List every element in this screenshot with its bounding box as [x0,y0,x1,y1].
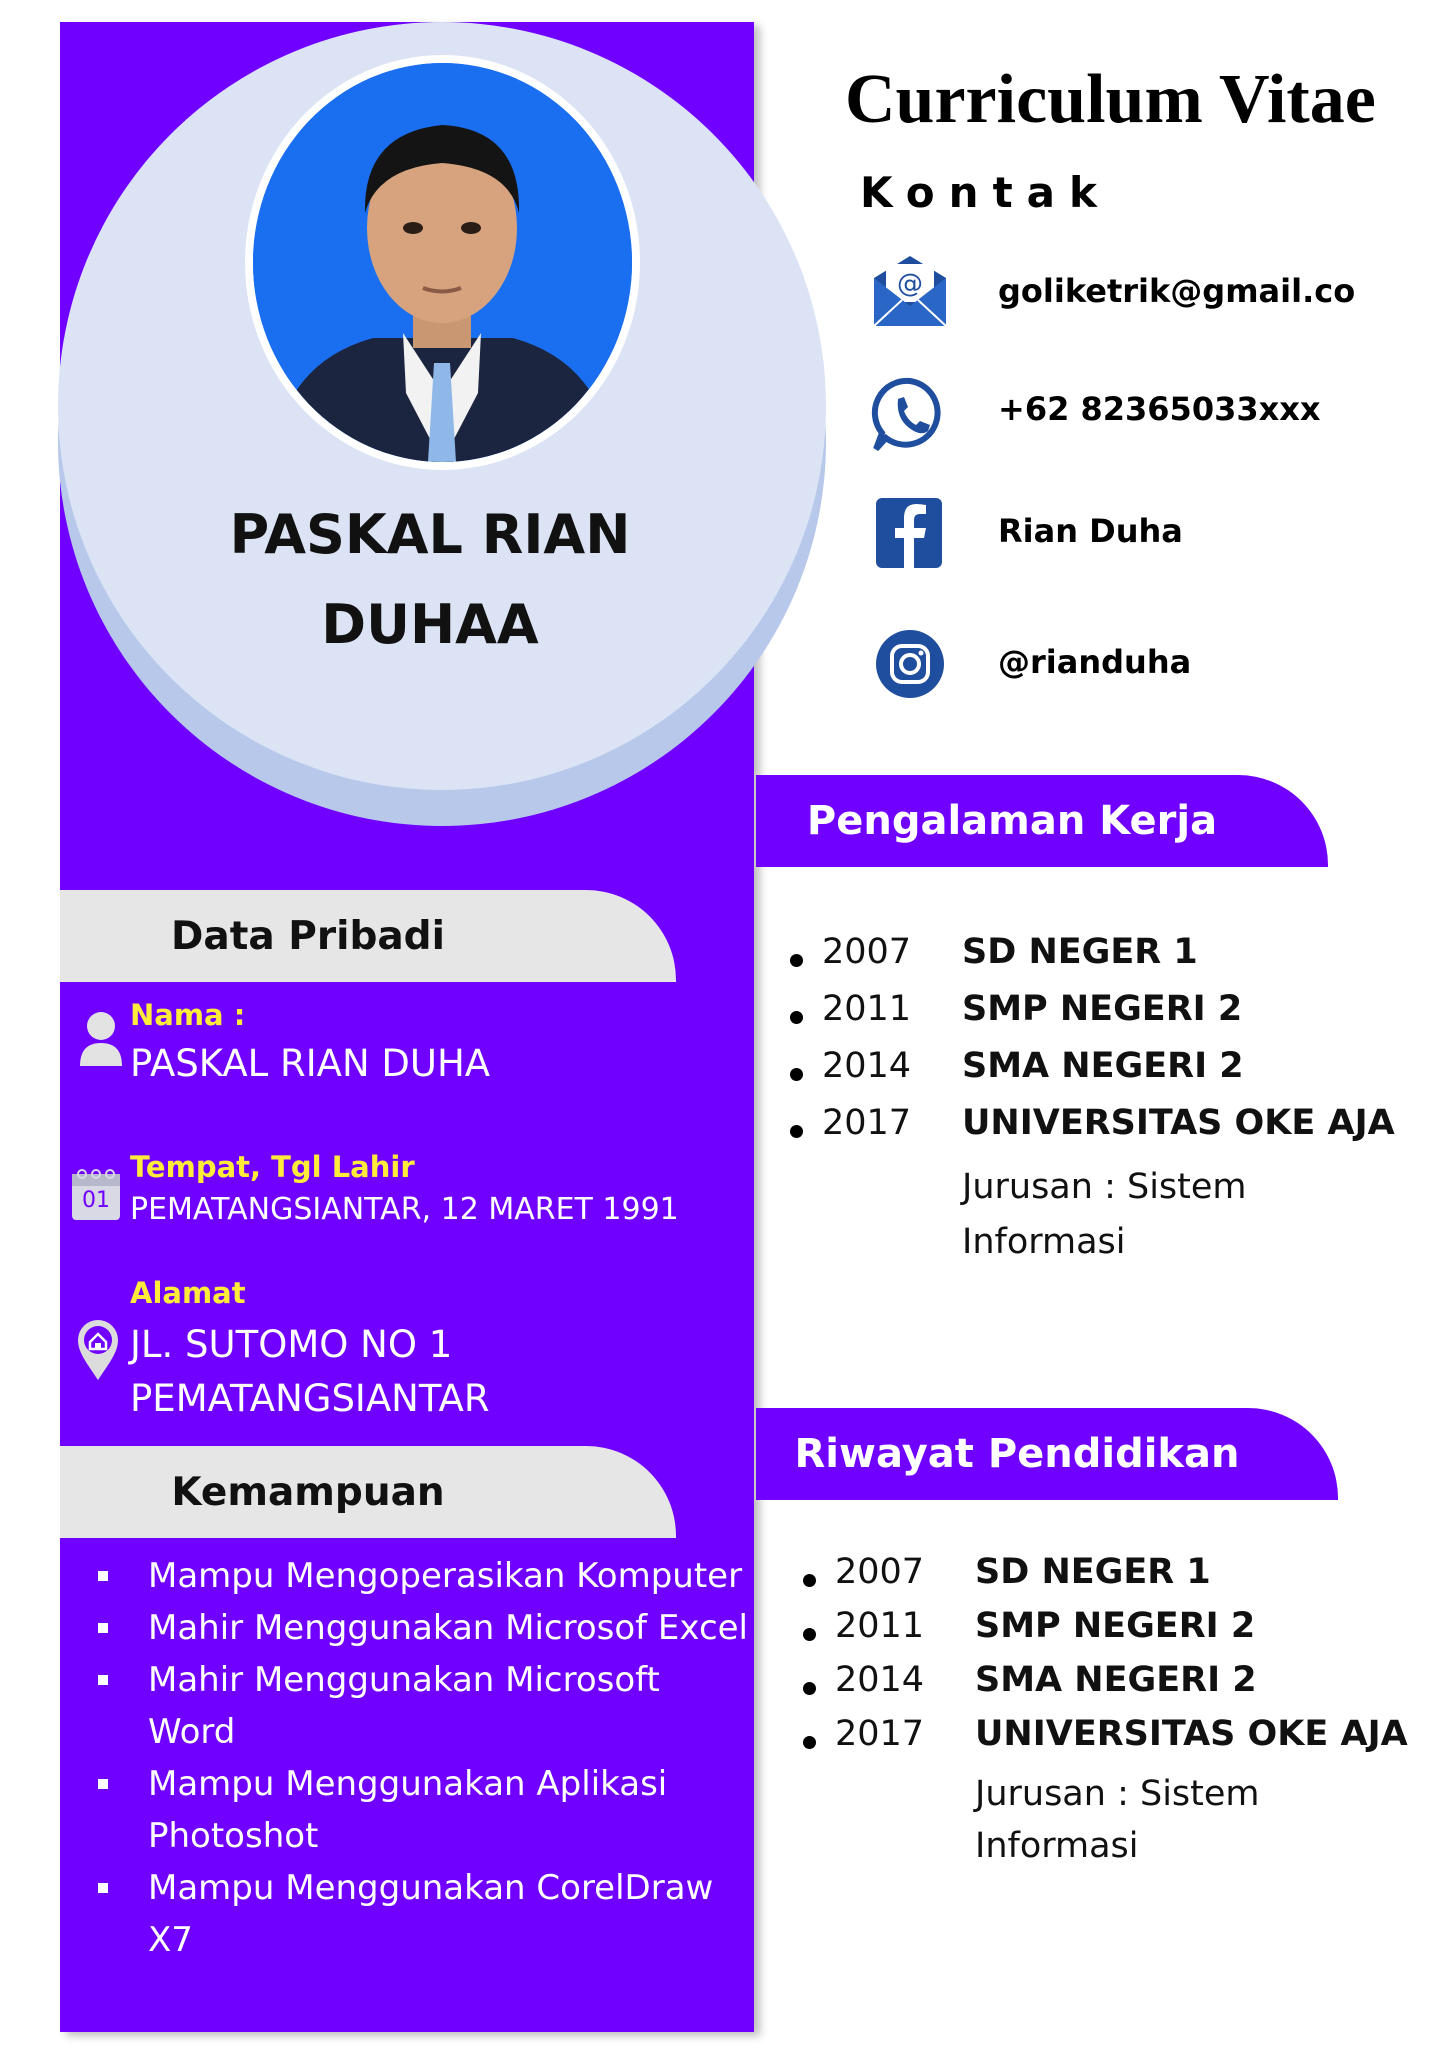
bullet-icon [803,1736,816,1749]
user-icon [78,1010,124,1066]
item-year: 2011 [835,1606,925,1646]
email-text[interactable]: goliketrik@gmail.co [998,272,1356,310]
profile-name-line2: DUHAA [321,593,539,656]
location-pin-icon [76,1318,120,1380]
experience-heading: Pengalaman Kerja [756,775,1328,867]
instagram-text[interactable]: @rianduha [998,643,1192,681]
contact-heading: Kontak [860,168,1111,217]
item-year: 2011 [822,989,912,1029]
skill-text-line1: Mahir Menggunakan Microsoft [148,1660,660,1700]
profile-name-line1: PASKAL RIAN [229,503,631,566]
name-value: PASKAL RIAN DUHA [130,1042,491,1085]
bullet-icon [790,1125,803,1138]
bullet-icon [803,1628,816,1641]
skill-text-line2: Photoshot [148,1816,319,1856]
address-value [130,1318,490,1426]
major-text: Jurusan : Sistem Informasi [962,1167,1247,1262]
item-school: UNIVERSITAS OKE AJA [975,1714,1408,1754]
item-year: 2014 [822,1046,912,1086]
major-text: Jurusan : Sistem Informasi [975,1774,1260,1866]
item-school: UNIVERSITAS OKE AJA [962,1103,1395,1143]
item-year: 2007 [822,932,912,972]
bullet-icon [803,1574,816,1587]
instagram-icon [870,624,950,704]
skill-item [90,1654,750,1758]
phone-text[interactable]: +62 82365033xxx [998,390,1321,428]
document-title: Curriculum Vitae [845,61,1376,138]
bullet-icon [803,1682,816,1695]
bullet-icon [790,1011,803,1024]
skills-list [90,1550,750,1966]
skill-item: Mampu Mengoperasikan Komputer [90,1550,750,1602]
birth-label: Tempat, Tgl Lahir [130,1150,415,1184]
address-line1: JL. SUTOMO NO 1 [130,1323,453,1366]
svg-text:@: @ [897,269,923,299]
facebook-icon [870,494,950,574]
profile-photo [245,55,640,470]
name-label: Nama : [130,998,246,1032]
skill-item: Mahir Menggunakan Microsof Excel [90,1602,750,1654]
whatsapp-icon [870,375,950,455]
item-year: 2014 [835,1660,925,1700]
item-school: SMP NEGERI 2 [975,1606,1256,1646]
address-label: Alamat [130,1276,246,1310]
bullet-icon [790,1068,803,1081]
item-school: SMA NEGERI 2 [975,1660,1257,1700]
birth-value: PEMATANGSIANTAR, 12 MARET 1991 [130,1192,679,1227]
item-year: 2017 [835,1714,925,1754]
item-school: SMP NEGERI 2 [962,989,1243,1029]
skill-item: Mampu Menggunakan CorelDraw X7 [90,1862,750,1966]
calendar-day-text: 01 [82,1188,110,1213]
item-year: 2007 [835,1552,925,1592]
email-icon [870,252,950,332]
skills-heading: Kemampuan [60,1446,676,1538]
bullet-icon [790,954,803,967]
item-year: 2017 [822,1103,912,1143]
skill-item [90,1758,750,1862]
profile-name [160,490,700,670]
facebook-text[interactable]: Rian Duha [998,512,1183,550]
personal-data-heading: Data Pribadi [60,890,676,982]
calendar-icon [70,1166,122,1222]
item-school: SD NEGER 1 [962,932,1198,972]
address-line2: PEMATANGSIANTAR [130,1377,490,1420]
item-school: SD NEGER 1 [975,1552,1211,1592]
education-heading: Riwayat Pendidikan [756,1408,1338,1500]
skill-text-line1: Mampu Menggunakan Aplikasi [148,1764,668,1804]
person-photo-icon [253,63,632,462]
item-school: SMA NEGERI 2 [962,1046,1244,1086]
skill-text-line2: Word [148,1712,236,1752]
